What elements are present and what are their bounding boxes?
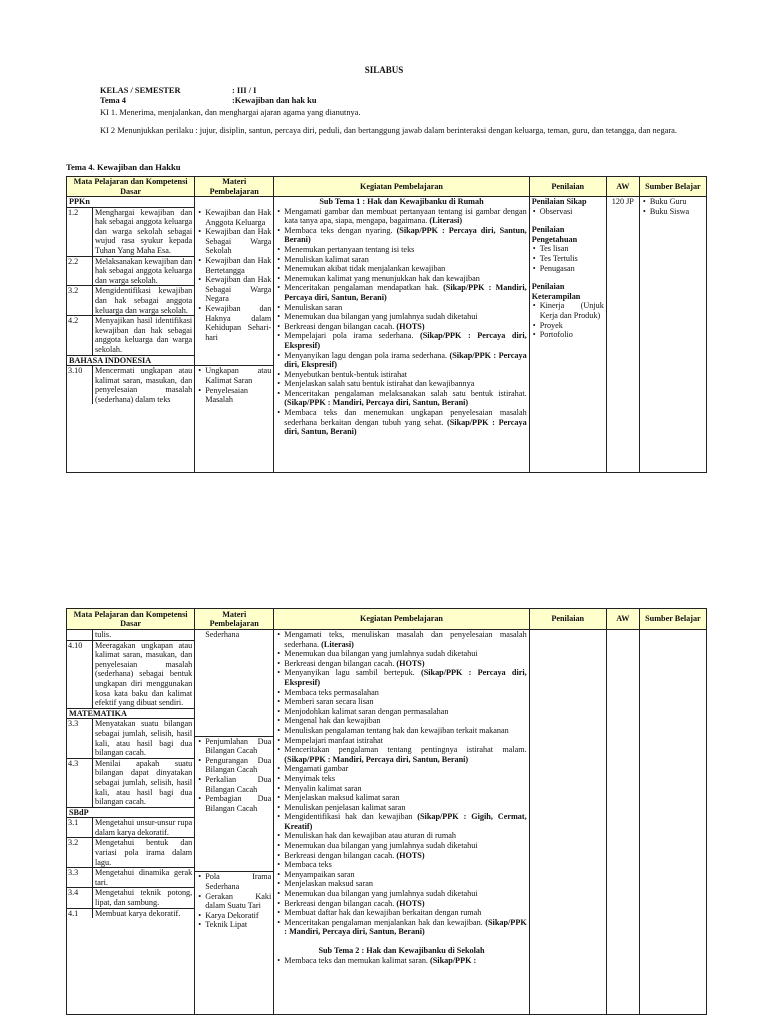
kegiatan-item: • Membaca teks permasalahan — [284, 688, 526, 698]
kegiatan-item: • Menyalin kalimat saran — [284, 784, 526, 794]
penilaian-item: • Kinerja (Unjuk Kerja dan Produk) — [540, 301, 604, 320]
kd-row — [67, 286, 194, 316]
kd-number: 3.3 — [67, 719, 93, 758]
kd-text: Menilai apakah suatu bilangan dapat dinyatakan sebagai jumlah, selisih, hasil kali, atau hasil bagi dua bilangan cacah. — [93, 758, 195, 806]
materi-item: • Perkalian Dua Bilangan Cacah — [205, 775, 271, 794]
kegiatan-item: • Membaca teks dan memukan kalimat saran. (Sikap/PPK : — [284, 956, 526, 966]
kd-text: Melaksanakan kewajiban dan hak sebagai anggota keluarga dan warga sekolah. — [93, 256, 195, 286]
kd-row — [67, 758, 194, 806]
materi-item: • Gerakan Kaki dalam Suatu Tari — [205, 892, 271, 911]
kegiatan-item: • Mengamati gambar — [284, 764, 526, 774]
silabus-table-page1 — [66, 176, 707, 473]
kegiatan-item: • Menuliskan pengalaman tentang hak dan kewajiban terkait makanan — [284, 726, 526, 736]
header-mapel: Mata Pelajaran dan Kompetensi Dasar — [67, 609, 195, 630]
kegiatan-item: • Menemukan kalimat yang menunjukkan hak dan kewajiban — [284, 274, 526, 284]
table-caption: Tema 4. Kewajiban dan Hakku — [66, 162, 181, 172]
kelas-value: : III / I — [232, 86, 257, 95]
kd-text: Mengetahui bentuk dan variasi pola irama dalam lagu. — [93, 838, 195, 868]
kd-list-bi — [67, 365, 194, 404]
kd-number: 4.3 — [67, 758, 93, 806]
kegiatan-item: • Menceritakan pengalaman mendapatkan hak. (Sikap/PPK : Mandiri, Percaya diri, Santun, Berani) — [284, 283, 526, 302]
kegiatan-column — [274, 630, 529, 1015]
kd-number: 4.1 — [67, 908, 93, 918]
header-kegiatan: Kegiatan Pembelajaran — [274, 177, 529, 197]
penilaian-item: • Tes lisan — [540, 244, 604, 254]
header-materi: Materi Pembelajaran — [195, 177, 274, 197]
kegiatan-item: • Menemukan dua bilangan yang jumlahnya sudah diketahui — [284, 889, 526, 899]
kd-row — [67, 207, 194, 256]
materi-item: • Penjumlahan Dua Bilangan Cacah — [205, 737, 271, 756]
kegiatan-item: • Menyanyikan lagu sambil bertepuk. (Sikap/PPK : Percaya diri, Ekspresif) — [284, 668, 526, 687]
materi-cont-text: Sederhana — [205, 630, 240, 639]
penilaian-item: • Proyek — [540, 321, 604, 331]
ki2-text: KI 2 Menunjukkan perilaku : jujur, disiplin, santun, percaya diri, peduli, dan bertanggung jawab dalam berinteraksi dengan keluarga, teman, guru, dan tetangga, dan negara. — [100, 126, 677, 135]
header-penilaian: Penilaian — [529, 177, 606, 197]
penilaian-keterampilan-label: Penilaian Keterampilan — [531, 282, 581, 301]
kegiatan-item: • Membaca teks — [284, 860, 526, 870]
kd-number: 4.10 — [67, 640, 93, 708]
header-materi: Materi Pembelajaran — [195, 609, 274, 630]
header-aw: AW — [606, 177, 639, 197]
header-mapel: Mata Pelajaran dan Kompetensi Dasar — [67, 177, 195, 197]
materi-item: • Kewajiban dan Hak Sebagai Warga Sekolah — [205, 227, 271, 256]
kd-list-mat — [67, 718, 194, 806]
kegiatan-item: • Menceritakan pengalaman tentang pentingnya istirahat malam. (Sikap/PPK : Mandiri, Percaya diri, Santun, Berani) — [284, 745, 526, 764]
kegiatan-item: • Menyampaikan saran — [284, 870, 526, 880]
subject-bahasa-indonesia: BAHASA INDONESIA — [67, 355, 194, 366]
kegiatan-item: • Berkreasi dengan bilangan cacah. (HOTS) — [284, 322, 526, 332]
kd-list-bi-cont — [67, 630, 194, 708]
silabus-table-page2 — [66, 608, 707, 1015]
sumber-item: • Buku Siswa — [650, 207, 704, 217]
sumber-item: • Buku Guru — [650, 197, 704, 207]
materi-item: • Karya Dekoratif — [205, 911, 271, 921]
kd-row — [67, 838, 194, 868]
penilaian-keterampilan-list — [532, 301, 604, 339]
kd-column — [67, 630, 195, 1015]
kegiatan-item: • Menemukan akibat tidak menjalankan kewajiban — [284, 264, 526, 274]
header-sumber: Sumber Belajar — [639, 177, 706, 197]
materi-mat-list — [195, 736, 273, 814]
aw-value: 120 JP — [611, 197, 634, 206]
kd-number: 2.2 — [67, 256, 93, 286]
header-aw: AW — [606, 609, 639, 630]
kd-text: Menyatakan suatu bilangan sebagai jumlah, selisih, hasil kali, atau hasil bagi dua bilangan cacah. — [93, 719, 195, 758]
kegiatan-item: • Berkreasi dengan bilangan cacah. (HOTS) — [284, 851, 526, 861]
kd-text: Meeragakan ungkapan atau kalimat saran, masukan, dan penyelesaian masalah (sederhana) sebagai bentuk ungkapan diri menggunakan kosa kata baku dan kalimat efektif yang dibuat sendiri. — [93, 640, 195, 708]
sumber-list — [642, 197, 704, 216]
sumber-column — [639, 197, 706, 473]
kd-list-sbdp — [67, 817, 194, 918]
kegiatan-item: • Menemukan dua bilangan yang jumlahnya sudah diketahui — [284, 841, 526, 851]
kd-text: Menghargai kewajiban dan hak sebagai anggota keluarga dan warga sekolah sebagai wujud rasa syukur kepada Tuhan Yang Maha Esa. — [93, 207, 195, 256]
kegiatan-item: • Menjelaskan salah satu bentuk istirahat dan kewajibannya — [284, 379, 526, 389]
kd-number: 3.4 — [67, 888, 93, 908]
kegiatan-item: • Membaca teks dengan nyaring. (Sikap/PPK : Percaya diri, Santun, Berani) — [284, 226, 526, 245]
kd-row — [67, 256, 194, 286]
penilaian-column — [529, 197, 606, 473]
kd-column — [67, 197, 195, 473]
kegiatan-item: • Berkreasi dengan bilangan cacah. (HOTS) — [284, 899, 526, 909]
kegiatan-column — [274, 197, 529, 473]
kd-row — [67, 868, 194, 888]
materi-item: • Pembagian Dua Bilangan Cacah — [205, 794, 271, 813]
kd-list-ppkn — [67, 207, 194, 355]
kegiatan-item: • Mengamati gambar dan membuat pertanyaan tentang isi gambar dengan kata tanya apa, siapa, mengapa, bagaimana. (Literasi) — [284, 207, 526, 226]
kd-number: 3.1 — [67, 818, 93, 838]
kegiatan-item: • Menjodohkan kalimat saran dengan permasalahan — [284, 707, 526, 717]
kd-number: 1.2 — [67, 207, 93, 256]
penilaian-pengetahuan-label: Penilaian Pengetahuan — [531, 225, 578, 244]
materi-item: • Kewajiban dan Hak Sebagai Warga Negara — [205, 275, 271, 304]
kegiatan-item: • Menyimak teks — [284, 774, 526, 784]
kegiatan-item: • Menemukan pertanyaan tentang isi teks — [284, 245, 526, 255]
kegiatan-item: • Menuliskan kalimat saran — [284, 255, 526, 265]
kegiatan-item: • Menjelaskan maksud saran — [284, 879, 526, 889]
kegiatan-item: • Mempelajari pola irama sederhana. (Sikap/PPK : Percaya diri, Ekspresif) — [284, 331, 526, 350]
materi-item: • Penyelesaian Masalah — [205, 386, 271, 405]
materi-item: • Pola Irama Sederhana — [205, 872, 271, 891]
ki1-text: KI 1. Menerima, menjalankan, dan menghargai ajaran agama yang dianutnya. — [100, 108, 361, 117]
kd-number: 3.10 — [67, 366, 93, 405]
subtema-1-heading: Sub Tema 1 : Hak dan Kewajibanku di Rumah — [319, 197, 484, 206]
kegiatan-item: • Menyebutkan bentuk-bentuk istirahat — [284, 370, 526, 380]
penilaian-item: • Penugasan — [540, 264, 604, 274]
kegiatan-item: • Menceritakan pengalaman menjalankan hak dan kewajiban. (Sikap/PPK : Mandiri, Percaya diri, Santun, Berani) — [284, 918, 526, 937]
kd-row — [67, 640, 194, 708]
kd-row — [67, 818, 194, 838]
penilaian-item: • Tes Tertulis — [540, 254, 604, 264]
kd-text: Mengetahui teknik potong, lipat, dan sambung. — [93, 888, 195, 908]
kegiatan-list — [276, 207, 526, 437]
penilaian-pengetahuan-list — [532, 244, 604, 273]
kd-number: 3.3 — [67, 868, 93, 888]
kd-text: Mengidentifikasi kewajiban dan hak sebagai anggota keluarga dan warga sekolah. — [93, 286, 195, 316]
header-kegiatan: Kegiatan Pembelajaran — [274, 609, 529, 630]
materi-item: • Teknik Lipat — [205, 920, 271, 930]
kegiatan-item: • Menemukan dua bilangan yang jumlahnya sudah diketahui — [284, 312, 526, 322]
materi-item: • Kewajiban dan Hak Bertetangga — [205, 256, 271, 275]
kd-row — [67, 630, 194, 640]
header-sumber: Sumber Belajar — [639, 609, 706, 630]
kegiatan-item: • Membaca teks dan menemukan ungkapan penyelesaian masalah sederhana berkaitan dengan tubuh yang sehat. (Sikap/PPK : Percaya diri, Santun, Berani) — [284, 408, 526, 437]
subject-matematika: MATEMATIKA — [67, 708, 194, 719]
materi-item: • Kewajiban dan Haknya dalam Kehidupan Sehari-hari — [205, 304, 271, 342]
kegiatan-item: • Memberi saran secara lisan — [284, 697, 526, 707]
kd-row — [67, 366, 194, 405]
materi-ppkn-list — [195, 208, 273, 342]
materi-column — [195, 630, 274, 1015]
tema-label: Tema 4 — [100, 96, 126, 105]
kegiatan-item: • Menuliskan hak dan kewajiban atau aturan di rumah — [284, 831, 526, 841]
kegiatan-item: • Membuat daftar hak dan kewajiban berkaitan dengan rumah — [284, 908, 526, 918]
kd-text: Menyajikan hasil identifikasi kewajiban dan hak sebagai anggota keluarga dan warga sekolah. — [93, 316, 195, 355]
kd-text: Mencermati ungkapan atau kalimat saran, masukan, dan penyelesaian masalah (sederhana) dalam teks — [93, 366, 195, 405]
kegiatan-item: • Menemukan dua bilangan yang jumlahnya sudah diketahui — [284, 649, 526, 659]
penilaian-item: • Observasi — [540, 207, 604, 217]
penilaian-column — [529, 630, 606, 1015]
materi-item: • Kewajiban dan Hak Anggota Keluarga — [205, 208, 271, 227]
kegiatan-item: • Berkreasi dengan bilangan cacah. (HOTS) — [284, 659, 526, 669]
materi-item: • Pengurangan Dua Bilangan Cacah — [205, 756, 271, 775]
kegiatan-item: • Menuliskan saran — [284, 303, 526, 313]
penilaian-item: • Portofolio — [540, 330, 604, 340]
kd-row — [67, 888, 194, 908]
kd-text: Mengetahui unsur-unsur rupa dalam karya dekoratif. — [93, 818, 195, 838]
penilaian-sikap-list — [532, 207, 604, 217]
aw-column — [606, 197, 639, 473]
penilaian-sikap-label: Penilaian Sikap — [531, 197, 587, 206]
kegiatan-item: • Mengamati teks, menuliskan masalah dan penyelesaian masalah sederhana. (Literasi) — [284, 630, 526, 649]
kd-number: 3.2 — [67, 286, 93, 316]
materi-bi-list — [195, 365, 273, 404]
kd-text: Membuat karya dekoratif. — [93, 908, 195, 918]
kegiatan-item: • Menjelaskan maksud kalimat saran — [284, 793, 526, 803]
kegiatan-item: • Mengenal hak dan kewajiban — [284, 716, 526, 726]
header-penilaian: Penilaian — [529, 609, 606, 630]
materi-column — [195, 197, 274, 473]
tema-value: :Kewajiban dan hak ku — [232, 96, 317, 105]
kelas-row — [100, 86, 257, 96]
kd-row — [67, 908, 194, 918]
tema-row — [100, 96, 317, 106]
subject-ppkn: PPKn — [69, 197, 90, 206]
sumber-column — [639, 630, 706, 1015]
materi-item: • Ungkapan atau Kalimat Saran — [205, 366, 271, 385]
kelas-label: KELAS / SEMESTER — [100, 86, 181, 95]
kegiatan-item: • Menuliskan penjelasan kalimat saran — [284, 803, 526, 813]
kegiatan-item: • Mempelajari manfaat istirahat — [284, 736, 526, 746]
kd-row — [67, 719, 194, 758]
kd-text: tulis. — [95, 630, 112, 639]
document-title: SILABUS — [364, 65, 404, 75]
kd-row — [67, 316, 194, 355]
materi-sbdp-list — [195, 871, 273, 930]
kegiatan-item: • Mengidentifikasi hak dan kewajiban (Sikap/PPK : Gigih, Cermat, Kreatif) — [284, 812, 526, 831]
subject-sbdp: SBdP — [67, 807, 194, 818]
kegiatan-item: • Menceritakan pengalaman melaksanakan salah satu bentuk istirahat. (Sikap/PPK : Mandiri, Percaya diri, Santun, Berani) — [284, 389, 526, 408]
kegiatan-item: • Menyanyikan lagu dengan pola irama sederhana. (Sikap/PPK : Percaya diri, Ekspresif) — [284, 351, 526, 370]
kegiatan-list — [276, 630, 526, 937]
kd-text: Mengetahui dinamika gerak tari. — [93, 868, 195, 888]
subtema-2-heading: Sub Tema 2 : Hak dan Kewajibanku di Sekolah — [318, 946, 485, 955]
aw-column — [606, 630, 639, 1015]
kegiatan-list-subtema2 — [276, 956, 526, 966]
kd-number: 4.2 — [67, 316, 93, 355]
kd-number: 3.2 — [67, 838, 93, 868]
